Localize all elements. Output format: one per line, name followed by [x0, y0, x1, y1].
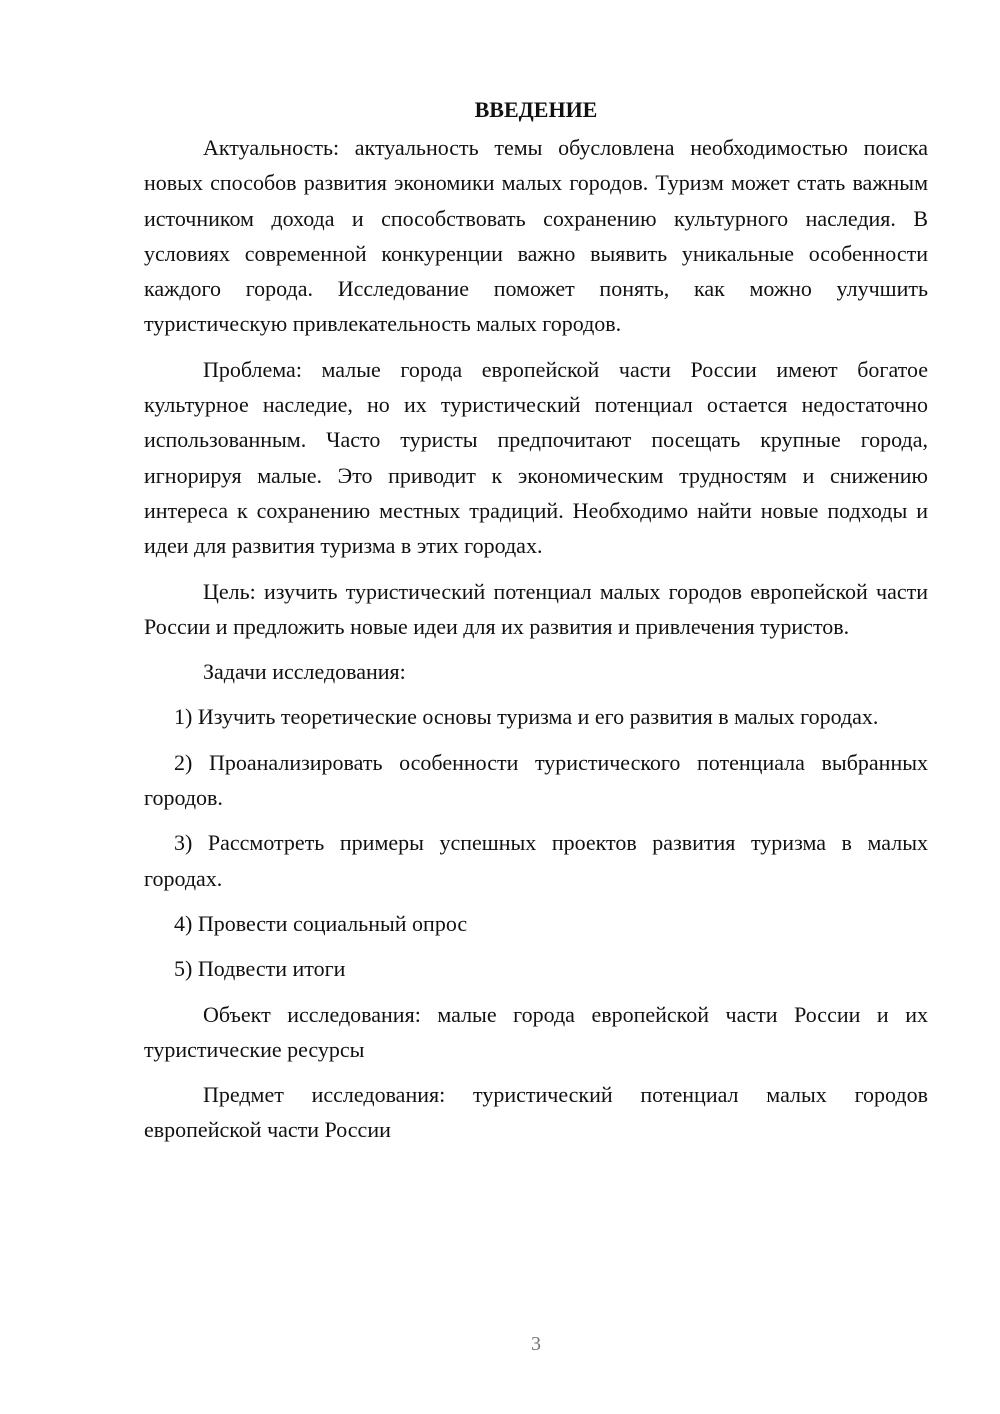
task-item-3: 3) Рассмотреть примеры успешных проектов развития туризма в малых городах.	[144, 830, 928, 891]
task-item-5: 5) Подвести итоги	[174, 956, 346, 982]
task-item-2: 2) Проанализировать особенности туристического потенциала выбранных городов.	[144, 749, 928, 811]
page-number: 3	[531, 1333, 541, 1355]
section-title: ВВЕДЕНИЕ	[474, 97, 598, 122]
research-subject-paragraph: Предмет исследования: туристический потенциал малых городов европейской части России	[144, 1082, 928, 1143]
document-page	[144, 95, 928, 1158]
task-item-1: 1) Изучить теоретические основы туризма и его развития в малых городах.	[174, 704, 879, 730]
relevance-paragraph: Актуальность: актуальность темы обусловлена необходимостью поиска новых способов развития экономики малых городов. Туризм может стать важным источником дохода и способствовать сохранению культурного наследия. В условиях современной конкуренции важно выявить уникальные особенности каждого города. Исследование поможет понять, как можно улучшить туристическую привлекательность малых городов.	[144, 135, 928, 337]
goal-paragraph: Цель: изучить туристический потенциал малых городов европейской части России и предложить новые идеи для их развития и привлечения туристов.	[144, 578, 928, 639]
task-item-4: 4) Провести социальный опрос	[174, 910, 468, 936]
research-object-paragraph: Объект исследования: малые города европейской части России и их туристические ресурсы	[144, 1001, 928, 1062]
problem-paragraph: Проблема: малые города европейской части России имеют богатое культурное наследие, но их туристический потенциал остается недостаточно использованным. Часто туристы предпочитают посещать крупные города, игнорируя малые. Это приводит к экономическим трудностям и снижению интереса к сохранению местных традиций. Необходимо найти новые подходы и идеи для развития туризма в этих городах.	[144, 356, 928, 559]
tasks-heading: Задачи исследования:	[203, 659, 406, 685]
